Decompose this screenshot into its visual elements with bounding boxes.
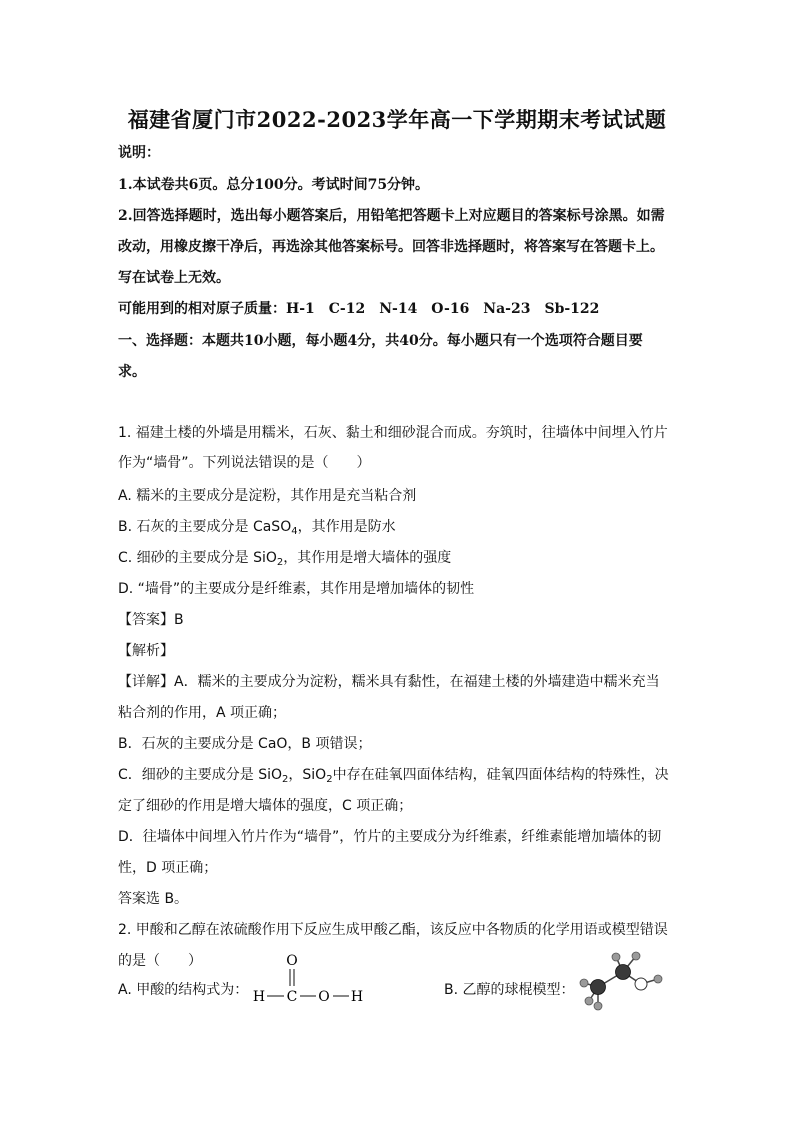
note-2-line-3: 写在试卷上无效。 [118, 270, 230, 286]
q1-detail-a-line-2: 粘合剂的作用，A 项正确； [118, 705, 287, 721]
hydrogen-atom [585, 997, 593, 1005]
oxygen-atom [635, 978, 647, 990]
notes-heading: 说明： [118, 145, 160, 161]
atomic-masses: 可能用到的相对原子质量：H-1 C-12 N-14 O-16 Na-23 Sb-122 [118, 301, 600, 317]
formula-oxygen: O [318, 989, 330, 1005]
q1-option-d: D. “墙骨”的主要成分是纤维素，其作用是增加墙体的韧性 [118, 581, 475, 597]
note-2-line-1: 2.回答选择题时，选出每小题答案后，用铅笔把答题卡上对应题目的答案标号涂黑。如需 [118, 208, 665, 224]
hydrogen-atom [594, 1002, 602, 1010]
q1-detail-b: B．石灰的主要成分是 CaO，B 项错误； [118, 736, 372, 752]
section-heading-line-1: 一、选择题：本题共10小题，每小题4分，共40分。每小题只有一个选项符合题目要 [118, 333, 643, 349]
q1-stem-line-2: 作为“墙骨”。下列说法错误的是（ ） [118, 455, 371, 471]
note-1: 1.本试卷共6页。总分100分。考试时间75分钟。 [118, 177, 430, 193]
formula-hydrogen-1: H [252, 989, 266, 1005]
q1-answer: 【答案】B [118, 612, 184, 628]
carbon-atom [591, 980, 606, 995]
ethanol-ball-and-stick-model [576, 950, 668, 1012]
hydrogen-atom [654, 975, 662, 983]
q1-conclusion: 答案选 B。 [118, 891, 189, 907]
q1-detail-d-line-2: 性，D 项正确； [118, 860, 218, 876]
formula-carbon: C [286, 989, 298, 1005]
carbon-atom [616, 965, 631, 980]
hydrogen-atom [632, 952, 640, 960]
q1-option-a: A. 糯米的主要成分是淀粉，其作用是充当粘合剂 [118, 488, 417, 504]
q1-option-b: B. 石灰的主要成分是 CaSO$_4$，其作用是防水 [118, 519, 396, 537]
note-2-line-2: 改动，用橡皮擦干净后，再选涂其他答案标号。回答非选择题时，将答案写在答题卡上。 [118, 239, 664, 255]
formula-top-oxygen: O [286, 953, 298, 969]
section-heading-line-2: 求。 [118, 364, 146, 380]
q2-stem-line-2: 的是（ ） [118, 953, 202, 969]
q1-stem-line-1: 1. 福建土楼的外墙是用糯米，石灰、黏土和细砂混合而成。夯筑时，往墙体中间埋入竹片 [118, 425, 668, 441]
q1-detail-d-line-1: D．往墙体中间埋入竹片作为“墙骨”，竹片的主要成分为纤维素，纤维素能增加墙体的韧 [118, 829, 662, 845]
q1-option-c: C. 细砂的主要成分是 SiO$_2$，其作用是增大墙体的强度 [118, 550, 452, 568]
q1-detail-a-line-1: 【详解】A．糯米的主要成分为淀粉，糯米具有黏性，在福建土楼的外墙建造中糯米充当 [118, 674, 660, 690]
formula-hydrogen-2: H [350, 989, 364, 1005]
q2-stem-line-1: 2. 甲酸和乙醇在浓硫酸作用下反应生成甲酸乙酯，该反应中各物质的化学用语或模型错误 [118, 922, 668, 938]
q1-detail-c-line-1: C．细砂的主要成分是 SiO$_2$，SiO$_2$中存在硅氧四面体结构，硅氧四面体结构的特殊性，决 [118, 767, 669, 785]
q2-option-a: A. 甲酸的结构式为： [118, 982, 249, 998]
q2-option-b: B. 乙醇的球棍模型： [444, 982, 575, 998]
hydrogen-atom [580, 979, 588, 987]
q1-detail-c-line-2: 定了细砂的作用是增大墙体的强度，C 项正确； [118, 798, 413, 814]
formic-acid-structural-formula [250, 952, 370, 1008]
hydrogen-atom [612, 953, 620, 961]
page-title: 福建省厦门市2022-2023学年高一下学期期末考试试题 [127, 107, 667, 132]
q1-analysis-label: 【解析】 [118, 643, 174, 659]
